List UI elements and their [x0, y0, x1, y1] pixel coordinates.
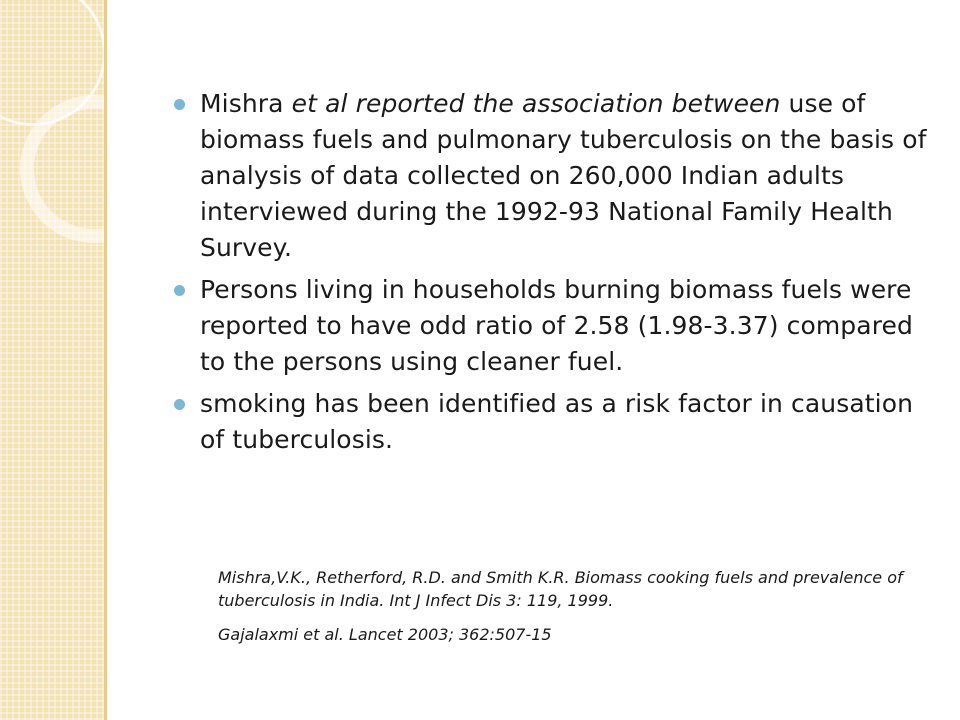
reference-citation: Mishra,V.K., Retherford, R.D. and Smith K.R. Biomass cooking fuels and prevalence of tuberculosis in India. Int J Infect Dis 3: 119, 1999.	[218, 568, 903, 610]
bullet-item	[170, 272, 930, 380]
bullet-item	[170, 86, 930, 266]
bullet-text: use of biomass fuels and pulmonary tuberculosis on the basis of analysis of data collected on 260,000 Indian adults interviewed during the 1992-93 National Family Health Survey.	[200, 89, 927, 262]
bullet-text: Persons living in households burning biomass fuels were reported to have odd ratio of 2.58 (1.98-3.37) compared to the persons using cleaner fuel.	[200, 275, 913, 376]
bullet-list	[170, 86, 930, 458]
decorative-side-panel	[0, 0, 104, 720]
bullet-dot-icon	[174, 99, 185, 110]
bullet-text: smoking has been identified as a risk factor in causation of tuberculosis.	[200, 389, 914, 454]
bullet-dot-icon	[174, 285, 185, 296]
bullet-dot-icon	[174, 399, 185, 410]
references	[218, 566, 918, 657]
slide-body	[170, 86, 930, 464]
bullet-item	[170, 386, 930, 458]
bullet-text-italic: et al reported the association between	[291, 89, 781, 118]
bullet-text: Mishra	[200, 89, 292, 118]
side-panel-edge	[104, 0, 107, 720]
reference-citation: Gajalaxmi et al. Lancet 2003; 362:507-15	[218, 625, 552, 644]
